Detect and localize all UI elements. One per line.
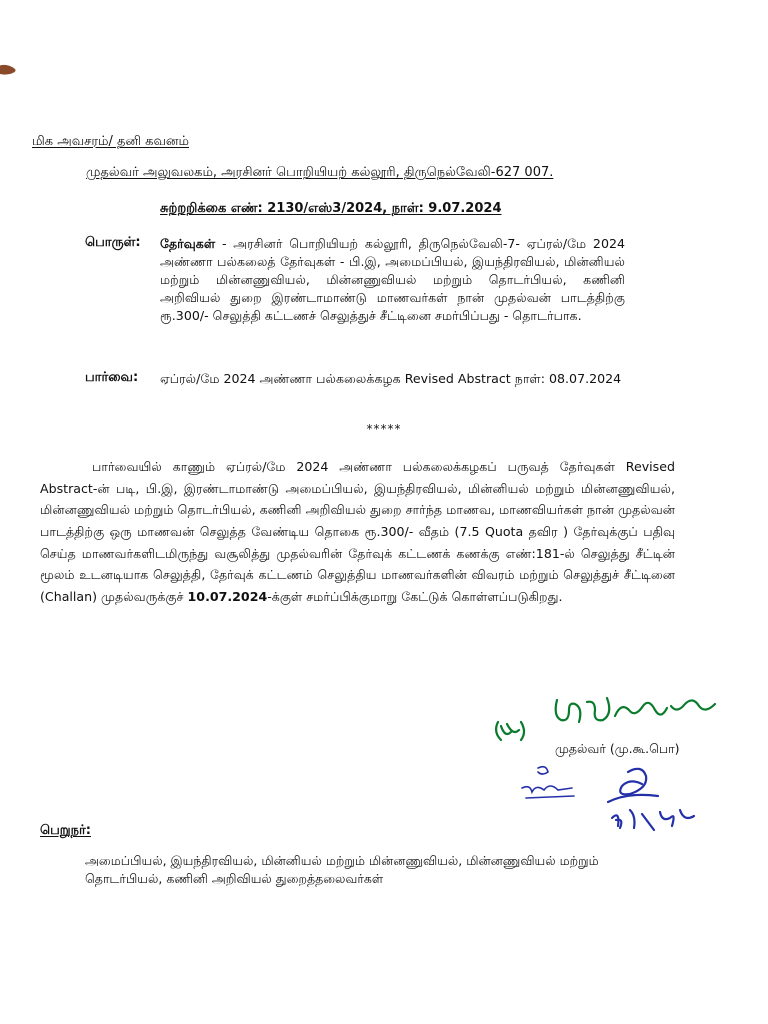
deadline-date: 10.07.2024 <box>187 588 268 604</box>
subject-text <box>160 235 625 324</box>
principal-designation: முதல்வர் (மு.கூ.பொ) <box>555 741 680 756</box>
circular-number: சுற்றறிக்கை எண்: 2130/எஸ்3/2024, நாள்: 9.07.2024 <box>160 201 502 216</box>
body-paragraph <box>40 456 675 608</box>
copy-to-label: பெறுநர்: <box>40 823 91 838</box>
margin-mark <box>0 62 20 76</box>
subject-head: தேர்வுகள் <box>160 236 216 251</box>
subject-label: பொருள்: <box>85 235 141 250</box>
dated-signature <box>598 762 708 836</box>
dispatch-initials <box>520 762 580 806</box>
body-text: பார்வையில் காணும் ஏப்ரல்/மே 2024 அண்ணா பல்கலைக்கழகப் பருவத் தேர்வுகள் Revised Abstract-ன் படி, பி.இ, இரண்டாமாண்டு அமைப்பியல், இயந்திரவியல், மின்னியல் மற்றும் மின்னணுவியல், மின்னணுவியல் மற்றும் தொடர்பியல், கணினி அறிவியல் துறை சார்ந்த மாணவ, மாணவியர்கள் நான் முதல்வன் பாடத்திற்கு ஒரு மாணவன் செலுத்த வேண்டிய தொகை ரூ.300/- வீதம் (7.5 Quota தவிர ) தேர்வுக்குப் பதிவு செய்த மாணவர்களிடமிருந்து வசூலித்து முதல்வரின் தேர்வுக் கட்டணக் கணக்கு எண்:181-ல் செலுத்து சீட்டின் மூலம் உடனடியாக செலுத்தி, தேர்வுக் கட்டணம் செலுத்திய மாணவர்களின் விவரம் மற்றும் செலுத்துச் சீட்டினை (Challan) முதல்வருக்குச் <box>40 459 675 604</box>
separator: ***** <box>366 422 402 436</box>
copy-to-recipients: அமைப்பியல், இயந்திரவியல், மின்னியல் மற்றும் மின்னணுவியல், மின்னணுவியல் மற்றும் தொடர்பியல், கணினி அறிவியல் துறைத்தலைவர்கள் <box>85 853 599 887</box>
reference-text: ஏப்ரல்/மே 2024 அண்ணா பல்கலைக்கழக Revised Abstract நாள்: 08.07.2024 <box>160 371 622 386</box>
urgent-note: மிக அவசரம்/ தனி கவனம் <box>32 134 189 149</box>
office-address: முதல்வர் அலுவலகம், அரசினர் பொறியியற் கல்லூரி, திருநெல்வேலி-627 007. <box>86 165 554 180</box>
body-text-end: -க்குள் சமர்ப்பிக்குமாறு கேட்டுக் கொள்ளப்படுகிறது. <box>267 588 563 604</box>
reference-label: பார்வை: <box>85 370 139 385</box>
subject-body: - அரசினர் பொறியியற் கல்லூரி, திருநெல்வேலி-7- ஏப்ரல்/மே 2024 அண்ணா பல்கலைத் தேர்வுகள் - பி.இ, அமைப்பியல், இயந்திரவியல், மின்னியல் மற்றும் மின்னணுவியல், மின்னணுவியல் மற்றும் தொடர்பியல், கணினி அறிவியல் துறை இரண்டாமாண்டு மாணவர்கள் நான் முதல்வன் பாடத்திற்கு ரூ.300/- செலுத்தி கட்டணச் செலுத்துச் சீட்டினை சமர்பிப்பது - தொடர்பாக. <box>160 236 625 323</box>
